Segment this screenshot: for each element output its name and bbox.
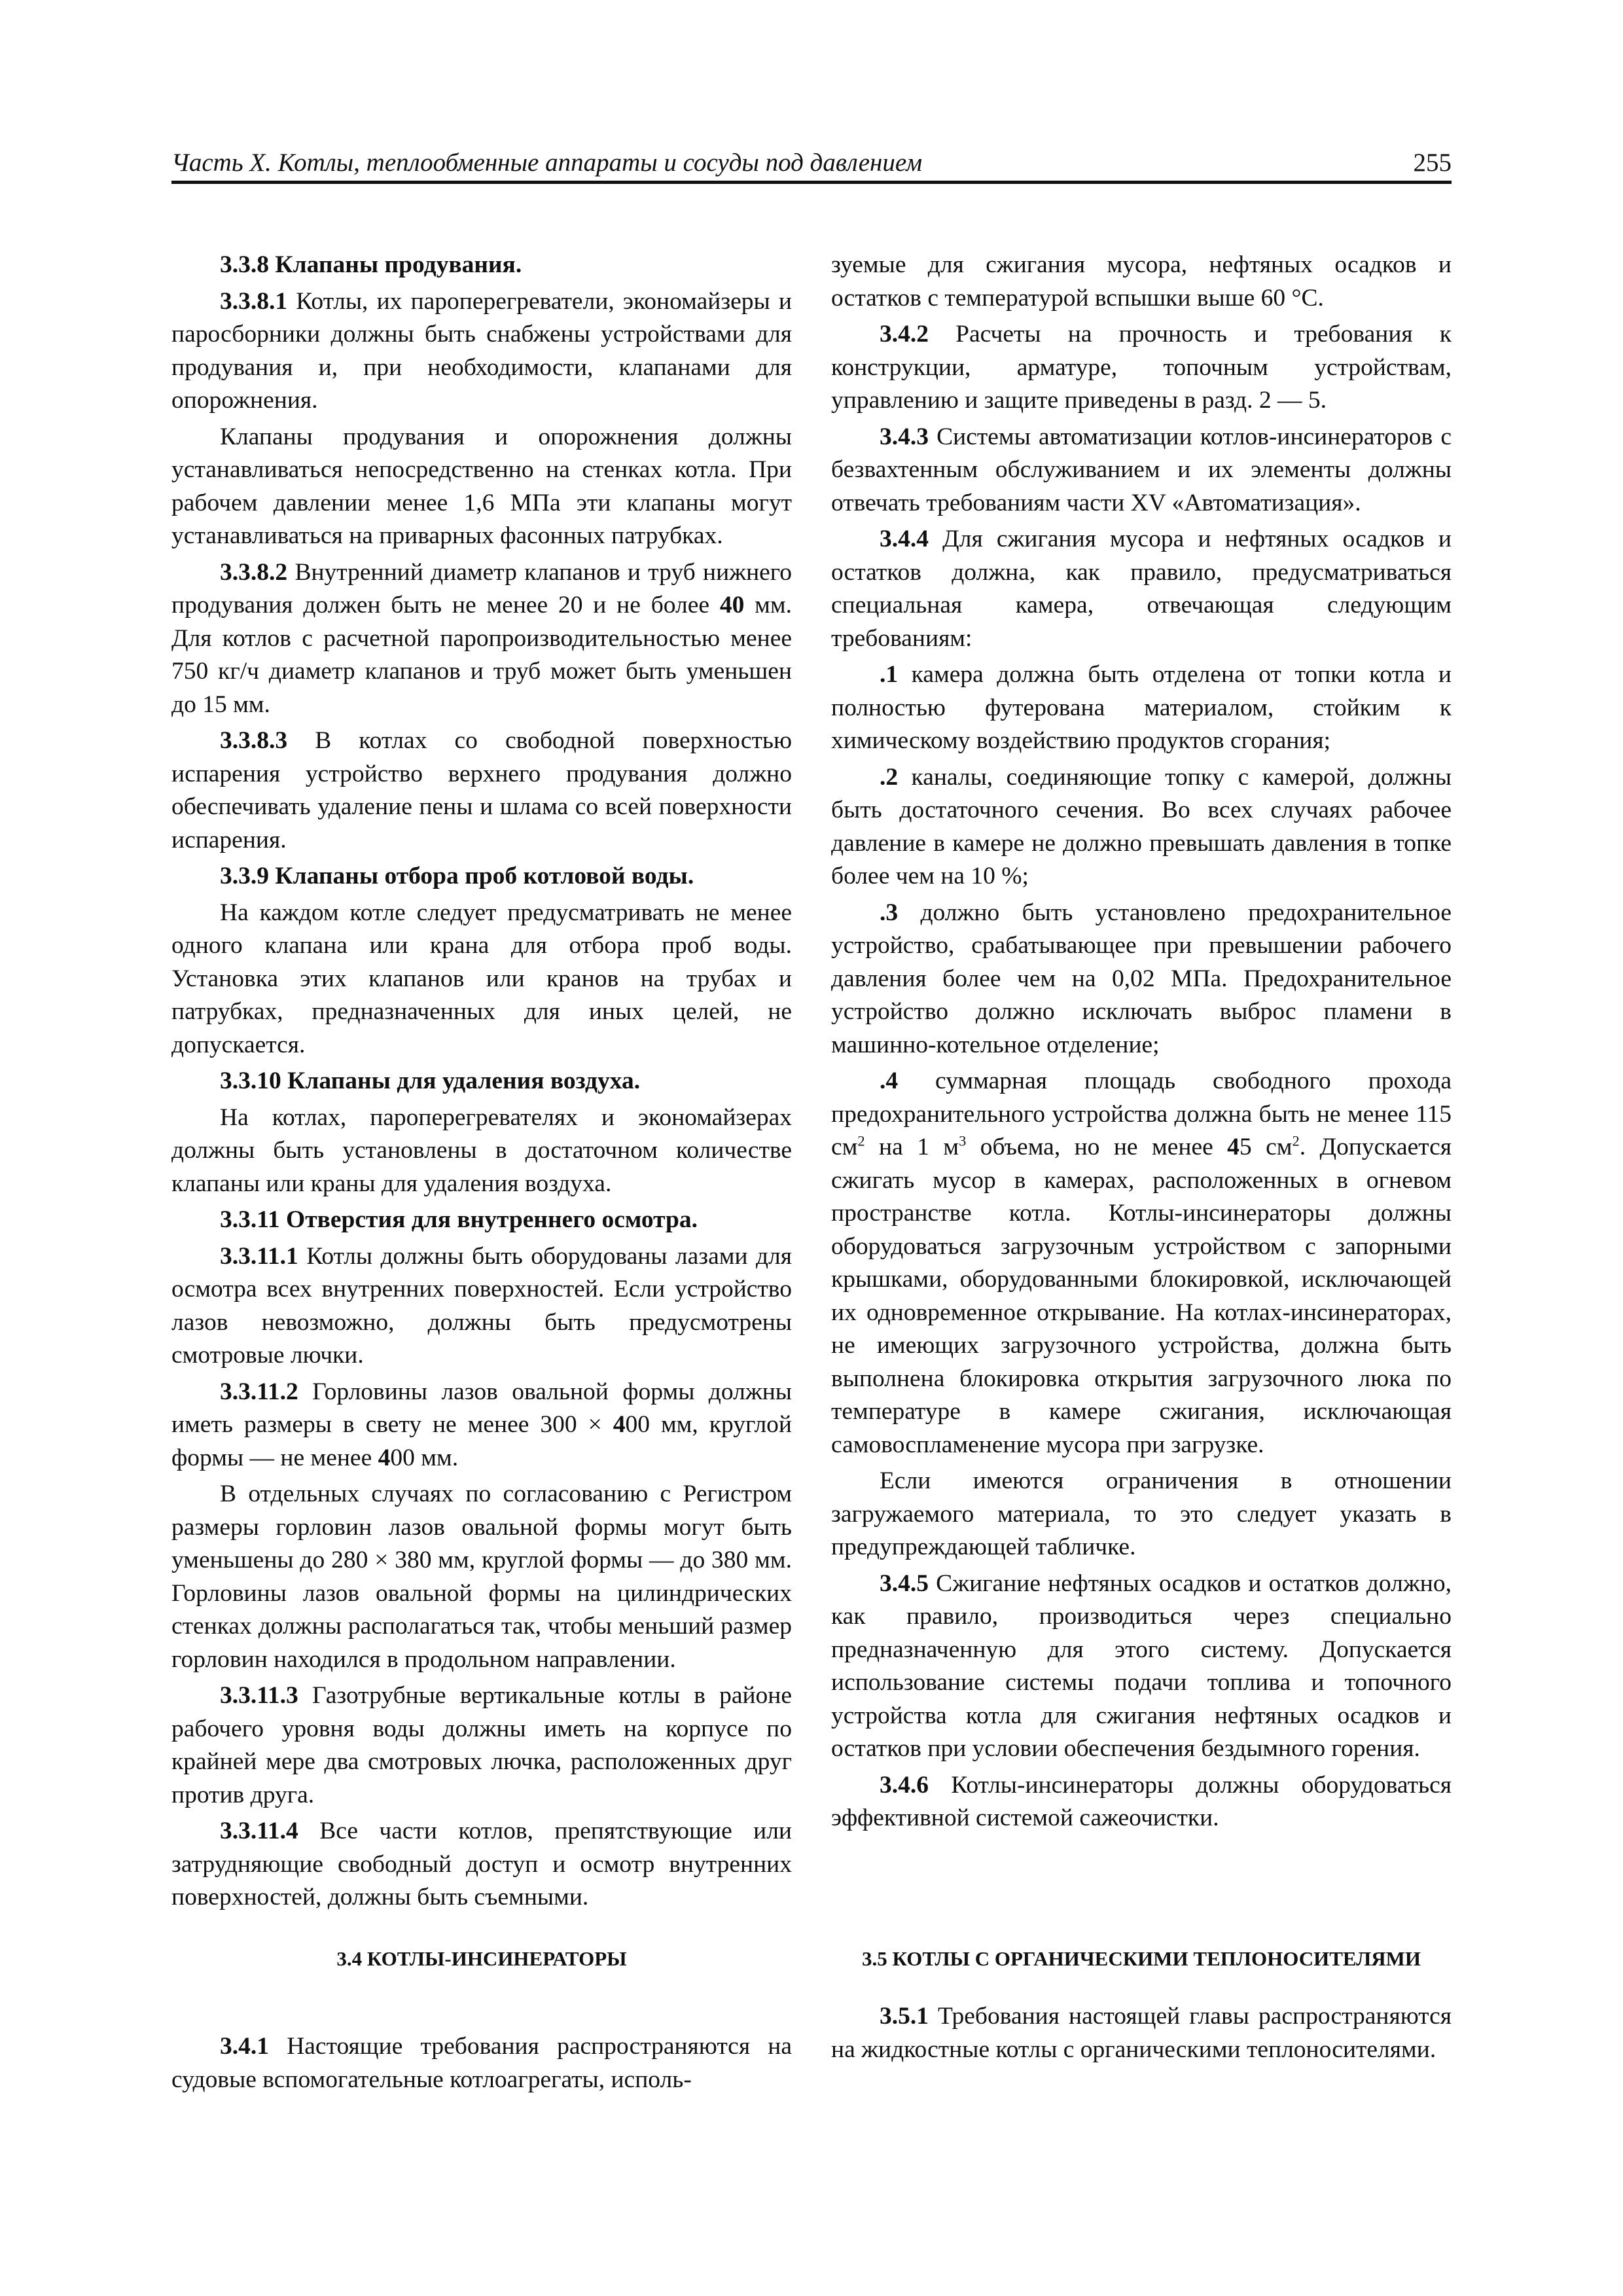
list-item-4: .4 суммарная площадь свободного прохода предохранительного устройства должна быть не менее 115 $см^2$ на 1 $м^3$ объема, но не менее 45 $см^2$. Допускается сжигать мусор в камерах, расположенных в огневом пространстве котла. Котлы-инсинераторы должны оборудоваться загрузочным устройством с запорными крышками, оборудованными блокировкой, исключающей их одновременное открывание. На котлах-инсинераторах, не имеющих загрузочного устройства, должна быть выполнена блокировка открытия загрузочного люка по температуре в камере сжигания, исключающая самовоспламенение мусора при загрузке. <box>831 1067 1452 1458</box>
header-title: Часть X. Котлы, теплообменные аппараты и сосуды под давлением <box>171 149 923 177</box>
section-heading-3-5: 3.5 КОТЛЫ С ОРГАНИЧЕСКИМИ ТЕПЛОНОСИТЕЛЯМИ <box>862 1947 1421 1970</box>
paragraph-3-4-2: 3.4.2 Расчеты на прочность и требования к конструкции, арматуре, топочным устройствам, управлению и защите приведены в разд. 2 — 5. <box>831 321 1452 414</box>
paragraph-3-4-6: 3.4.6 Котлы-инсинераторы должны оборудоваться эффективной системой сажеочистки. <box>831 1771 1452 1831</box>
paragraph-3-3-11-2-b: В отдельных случаях по согласованию с Регистром размеры горловин лазов овальной формы могут быть уменьшены до 280 × 380 мм, круглой формы — до 380 мм. Горловины лазов овальной формы на цилиндрических стенках должны располагаться так, чтобы меньший размер горловин находился в продольном направлении. <box>171 1480 792 1673</box>
paragraph-3-3-10: На котлах, пароперегревателях и экономайзерах должны быть установлены в достаточном количестве клапаны или краны для удаления воздуха. <box>171 1103 792 1197</box>
paragraph-3-5-1: 3.5.1 Требования настоящей главы распространяются на жидкостные котлы с органическими теплоносителями. <box>831 2003 1452 2063</box>
paragraph-3-4-1-continued: зуемые для сжигания мусора, нефтяных осадков и остатков с температурой вспышки выше 60 °С. <box>831 251 1452 312</box>
list-item-1: .1 камера должна быть отделена от топки котла и полностью футерована материалом, стойким к химическому воздействию продуктов сгорания; <box>831 661 1452 754</box>
paragraph-3-3-11-1: 3.3.11.1 Котлы должны быть оборудованы лазами для осмотра всех внутренних поверхностей. Если устройство лазов невозможно, должны быть предусмотрены смотровые лючки. <box>171 1242 792 1369</box>
page-number: 255 <box>1413 149 1452 177</box>
paragraph-3-3-8-3: 3.3.8.3 В котлах со свободной поверхностью испарения устройство верхнего продувания должно обеспечивать удаление пены и шлама со всей поверхности испарения. <box>171 727 792 853</box>
paragraph-3-3-11-2: 3.3.11.2 Горловины лазов овальной формы должны иметь размеры в свету не менее 300 × 400 мм, круглой формы — не менее 400 мм. <box>171 1378 792 1471</box>
paragraph-3-3-8-2: 3.3.8.2 Внутренний диаметр клапанов и труб нижнего продувания должен быть не менее 20 и не более 40 мм. Для котлов с расчетной паропроизводительностью менее 750 кг/ч диаметр клапанов и труб может быть уменьшен до 15 мм. <box>171 558 792 718</box>
list-item-2: .2 каналы, соединяющие топку с камерой, должны быть достаточного сечения. Во всех случаях рабочее давление в камере не должно превышать давления в топке более чем на 10 %; <box>831 763 1452 889</box>
heading-3-3-9: 3.3.9 Клапаны отбора проб котловой воды. <box>220 863 694 889</box>
paragraph-3-3-8-1-b: Клапаны продувания и опорожнения должны устанавливаться непосредственно на стенках котла. При рабочем давлении менее 1,6 МПа эти клапаны могут устанавливаться на приварных фасонных патрубках. <box>171 423 792 549</box>
heading-3-3-10: 3.3.10 Клапаны для удаления воздуха. <box>220 1067 641 1094</box>
paragraph-3-4-1: 3.4.1 Настоящие требования распространяются на судовые вспомогательные котлоагрегаты, исполь- <box>171 2033 792 2093</box>
left-column <box>171 249 792 1914</box>
heading-3-3-11: 3.3.11 Отверстия для внутреннего осмотра. <box>220 1206 698 1233</box>
right-column <box>831 249 1452 1835</box>
paragraph-3-3-11-3: 3.3.11.3 Газотрубные вертикальные котлы в районе рабочего уровня воды должны иметь на корпусе по крайней мере два смотровых лючка, расположенных друг против друга. <box>171 1682 792 1808</box>
paragraph-3-3-11-4: 3.3.11.4 Все части котлов, препятствующие или затрудняющие свободный доступ и осмотр внутренних поверхностей, должны быть съемными. <box>171 1818 792 1910</box>
running-header <box>171 143 1452 184</box>
section-3-5-body <box>831 2000 1452 2066</box>
heading-3-3-8: 3.3.8 Клапаны продувания. <box>220 251 522 278</box>
paragraph-3-4-4: 3.4.4 Для сжигания мусора и нефтяных осадков и остатков должна, как правило, предусматриваться специальная камера, отвечающая следующим требованиям: <box>831 526 1452 652</box>
paragraph-3-4-3: 3.4.3 Системы автоматизации котлов-инсинераторов с безвахтенным обслуживанием и их элементы должны отвечать требованиям части XV «Автоматизация». <box>831 423 1452 516</box>
section-heading-3-4: 3.4 КОТЛЫ-ИНСИНЕРАТОРЫ <box>336 1947 627 1970</box>
list-item-3: .3 должно быть установлено предохранительное устройство, срабатывающее при превышении рабочего давления более чем на 0,02 МПа. Предохранительное устройство должно исключать выброс пламени в машинно-котельное отделение; <box>831 899 1452 1058</box>
paragraph-3-3-9: На каждом котле следует предусматривать не менее одного клапана или крана для отбора проб воды. Установка этих клапанов или кранов на трубах и патрубках, предназначенных для иных целей, не допускается. <box>171 899 792 1058</box>
paragraph-3-4-5: 3.4.5 Сжигание нефтяных осадков и остатков должно, как правило, производиться через специально предназначенную для этого систему. Допускается использование системы подачи топлива и топочного устройства котла для сжигания нефтяных осадков и остатков при условии обеспечения бездымного горения. <box>831 1570 1452 1762</box>
section-3-4-body <box>171 2030 792 2096</box>
paragraph-3-4-4-b: Если имеются ограничения в отношении загружаемого материала, то это следует указать в предупреждающей табличке. <box>831 1467 1452 1560</box>
paragraph-3-3-8-1: 3.3.8.1 Котлы, их пароперегреватели, экономайзеры и паросборники должны быть снабжены устройствами для продувания и, при необходимости, клапанами для опорожнения. <box>171 287 792 414</box>
